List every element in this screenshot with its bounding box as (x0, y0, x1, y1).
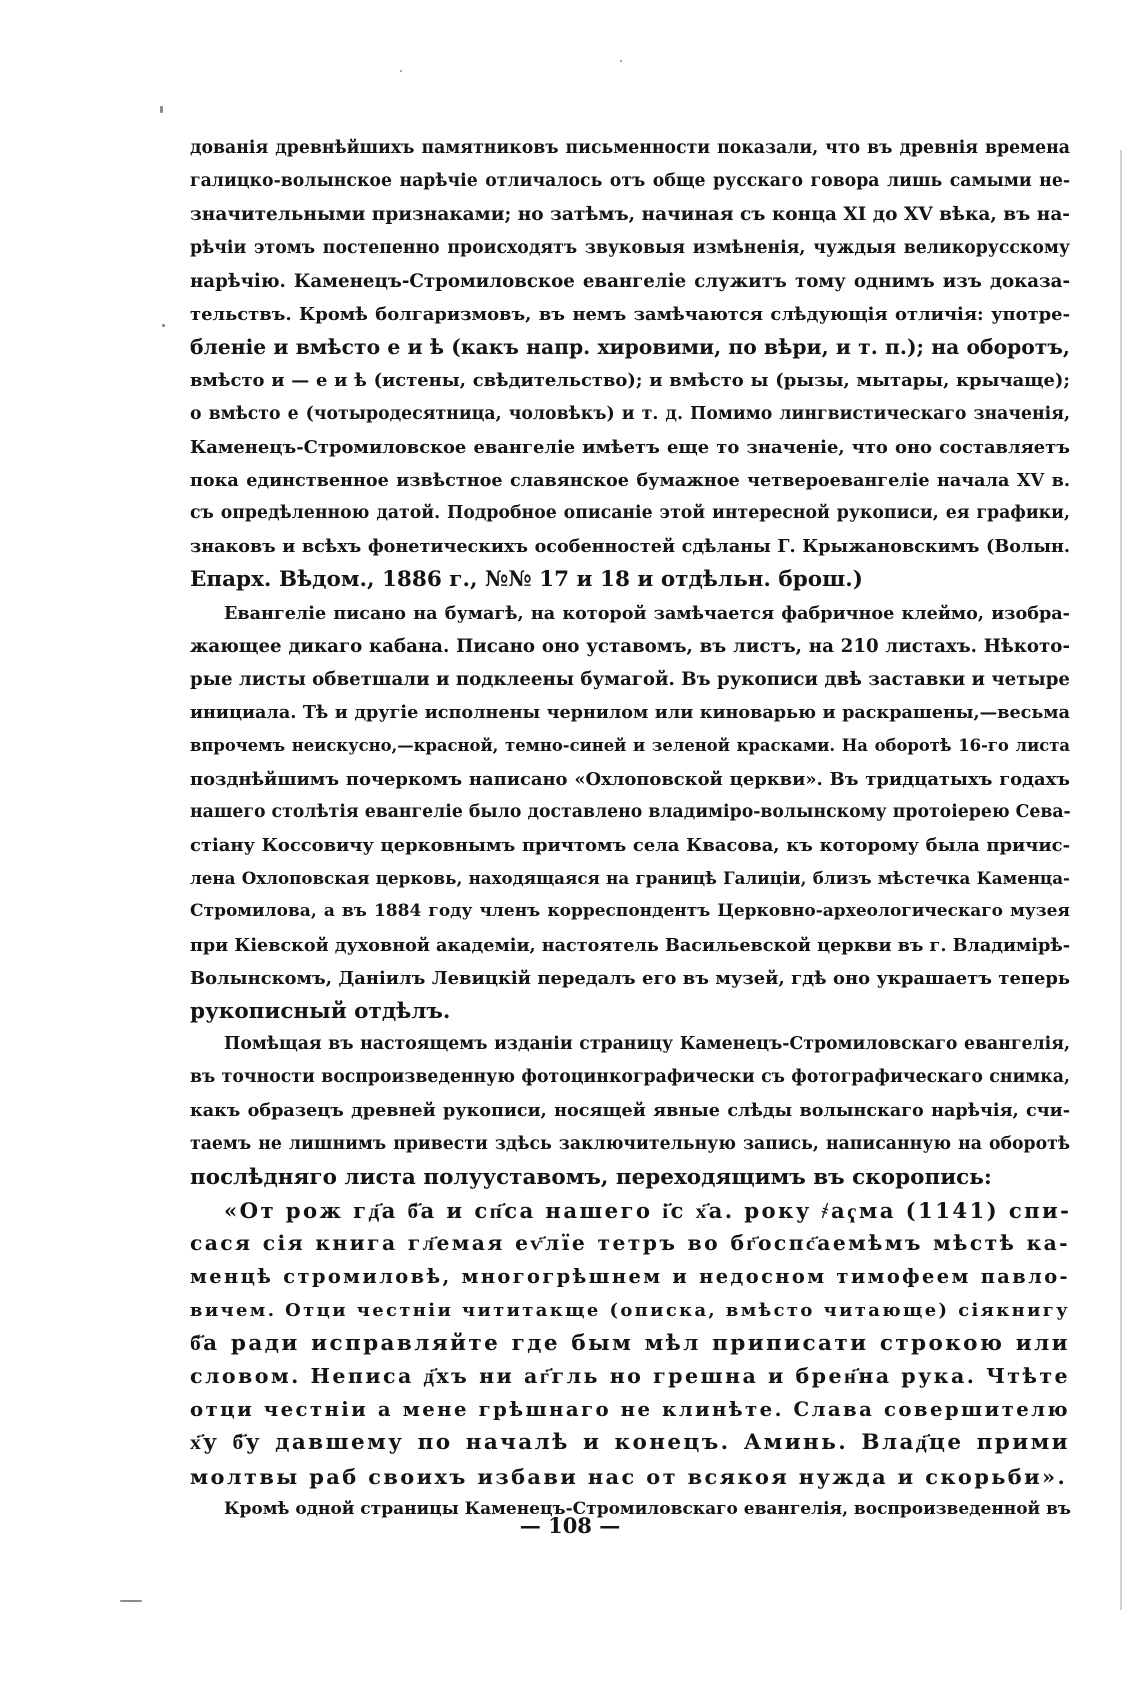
text-line: Евангеліе писано на бумагѣ, на которой замѣчается фабричное клеймо, изобра- (224, 602, 1070, 624)
text-line: б҃а ради исправляйте где бым мѣл приписати строкою или (190, 1330, 1070, 1356)
text-line: позднѣйшимъ почеркомъ написано «Охлоповской церкви». Въ тридцатыхъ годахъ (190, 768, 1070, 790)
paragraph (190, 132, 1070, 597)
scan-speck (120, 1600, 142, 1602)
text-line: инициала. Тѣ и другіе исполнены чернилом или киноварью и раскрашены,—весьма (190, 702, 1070, 724)
text-line: знаковъ и всѣхъ фонетическихъ особенностей сдѣланы Г. Крыжановскимъ (Волын. (190, 536, 1070, 558)
text-line: послѣдняго листа полууставомъ, переходящимъ въ скоропись: (190, 1164, 992, 1190)
paragraph (190, 1028, 1070, 1194)
text-line: рукописный отдѣлъ. (190, 998, 451, 1024)
text-line: съ опредѣленною датой. Подробное описаніе этой интересной рукописи, ея графики, (190, 503, 1070, 524)
text-line: какъ образецъ древней рукописи, носящей явные слѣды волынскаго нарѣчія, счи- (190, 1100, 1070, 1122)
text-line: менцѣ стромиловѣ, многогрѣшнем и недосном тимофеем павло- (190, 1265, 1070, 1289)
text-line: стіану Коссовичу церковнымъ причтомъ села Квасова, къ которому была причис- (190, 834, 1070, 856)
paragraph (190, 597, 1070, 1028)
text-line: тельствъ. Кромѣ болгаризмовъ, въ немъ замѣчаются слѣдующія отличія: употре- (190, 303, 1070, 325)
text-line: пока единственное извѣстное славянское бумажное четвероевангеліе начала XV в. (190, 469, 1070, 491)
scan-speck (162, 324, 165, 327)
text-line: вичем. Отци честніи чититакще (описка, вмѣсто читающе) сіякнигу (190, 1299, 1070, 1321)
text-line: рые листы обветшали и подклеены бумагой. Въ рукописи двѣ заставки и четыре (190, 669, 1070, 690)
text-line: нарѣчію. Каменецъ-Стромиловское евангеліе служитъ тому однимъ изъ доказа- (190, 270, 1070, 292)
text-line: бленіе и вмѣсто е и ѣ (какъ напр. хировими, по вѣри, и т. п.); на оборотъ, (190, 335, 1070, 360)
scan-speck (160, 106, 163, 113)
text-line: сася сія книга гл҃емая еѵ҃лїе тетръ во бг҃оспс҃аемѣмъ мѣстѣ ка- (190, 1231, 1070, 1256)
text-line: Кромѣ одной страницы Каменецъ-Стромиловскаго евангелія, воспроизведенной въ (224, 1498, 1071, 1519)
text-line: «От рож гд҃а б҃а и сп҃са нашего і҃с х҃а. року ҂аҁма (1141) спи- (224, 1198, 1072, 1223)
text-line: словом. Неписа д҃хъ ни аг҃гль но грешна и брен҃на рука. Чтѣте (190, 1363, 1070, 1388)
page-edge-line (1120, 150, 1122, 1610)
text-line: х҃у б҃у давшему по началѣ и конецъ. Аминь. Влад҃це прими (190, 1430, 1070, 1456)
text-line: рѣчіи этомъ постепенно происходятъ звуковыя измѣненія, чуждыя великорусскому (190, 237, 1070, 258)
scan-speck (400, 70, 402, 72)
page-number: — 108 — (519, 1513, 621, 1538)
text-line: о вмѣсто е (чотыродесятница, чоловѣкъ) и т. д. Помимо лингвистическаго значенія, (190, 403, 1070, 424)
text-line: въ точности воспроизведенную фотоцинкографически съ фотографическаго снимка, (190, 1067, 1070, 1088)
scan-speck (620, 60, 622, 62)
text-line: Стромилова, а въ 1884 году членъ корреспондентъ Церковно-археологическаго музея (190, 901, 1070, 922)
text-line: Помѣщая въ настоящемъ изданіи страницу Каменецъ-Стромиловскаго евангелія, (224, 1034, 1070, 1055)
text-line: нашего столѣтія евангеліе было доставлено владиміро-волынскому протоіерею Сева- (190, 801, 1071, 822)
text-line: Каменецъ-Стромиловское евангеліе имѣетъ еще то значеніе, что оно составляетъ (190, 436, 1070, 458)
text-line: жающее дикаго кабана. Писано оно уставомъ, въ листъ, на 210 листахъ. Нѣкото- (190, 635, 1070, 657)
text-line: при Кіевской духовной академіи, настоятель Васильевской церкви въ г. Владимірѣ- (190, 934, 1070, 956)
colophon-quote (190, 1194, 1070, 1493)
text-line: дованія древнѣйшихъ памятниковъ письменности показали, что въ древнія времена (190, 138, 1070, 158)
text-line: молтвы раб своихъ избави нас от всякоя нужда и скорьби». (190, 1463, 1068, 1489)
text-line: лена Охлоповская церковь, находящаяся на границѣ Галиціи, близъ мѣстечка Каменца- (190, 868, 1070, 889)
text-line: галицко-волынское нарѣчіе отличалось отъ обще русскаго говора лишь самыми не- (190, 171, 1070, 192)
text-line: отци честніи а мене грѣшнаго не клинѣте. Слава совершителю (190, 1398, 1070, 1422)
text-line: вмѣсто и — е и ѣ (истены, свѣдительство); и вмѣсто ы (рызы, мытары, крычаще); (190, 370, 1070, 392)
text-line: Волынскомъ, Даніилъ Левицкій передалъ его въ музей, гдѣ оно украшаетъ теперь (190, 967, 1070, 989)
text-line: впрочемъ неискусно,—красной, темно-синей и зеленой красками. На оборотѣ 16-го листа (190, 736, 1070, 756)
text-line: Епарх. Вѣдом., 1886 г., №№ 17 и 18 и отдѣльн. брош.) (190, 567, 863, 593)
text-line: таемъ не лишнимъ привести здѣсь заключительную запись, написанную на оборотѣ (190, 1133, 1070, 1154)
text-line: значительными признаками; но затѣмъ, начиная съ конца XI до XV вѣка, въ на- (190, 204, 1070, 226)
page-body (190, 132, 1070, 1526)
